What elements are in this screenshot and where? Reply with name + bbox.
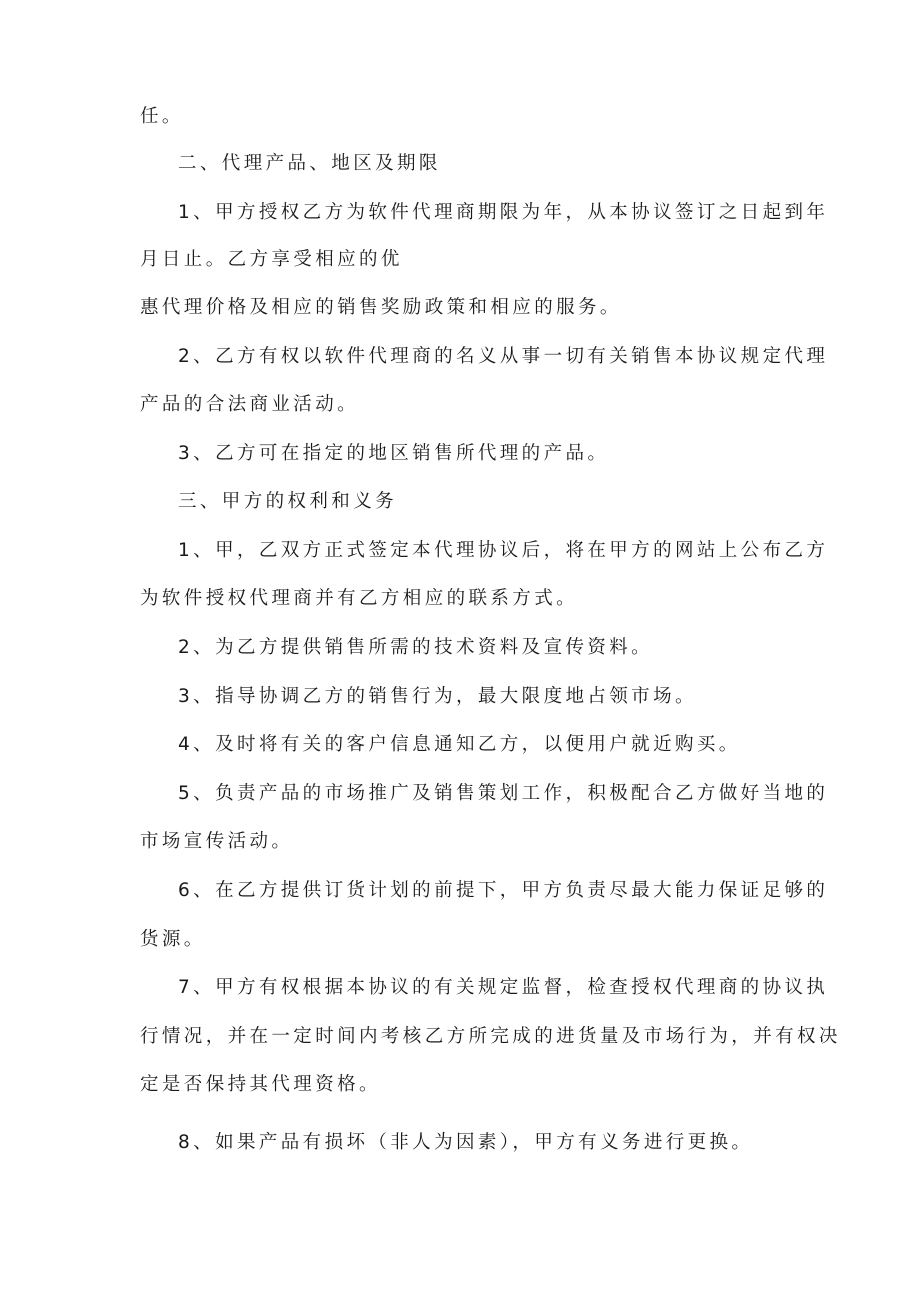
paragraph-line: 2、为乙方提供销售所需的技术资料及宣传资料。 [178, 637, 654, 658]
paragraph-line: 6、在乙方提供订货计划的前提下，甲方负责尽最大能力保证足够的 [178, 880, 829, 901]
paragraph-line: 2、乙方有权以软件代理商的名义从事一切有关销售本协议规定代理 [178, 346, 829, 367]
paragraph-line: 3、指导协调乙方的销售行为，最大限度地占领市场。 [178, 686, 697, 707]
paragraph-line: 8、如果产品有损坏（非人为因素），甲方有义务进行更换。 [178, 1132, 754, 1153]
paragraph-line: 产品的合法商业活动。 [140, 394, 360, 415]
paragraph-line: 行情况，并在一定时间内考核乙方所完成的进货量及市场行为，并有权决 [140, 1026, 841, 1047]
paragraph-line: 市场宣传活动。 [140, 831, 294, 852]
paragraph-line: 1、甲，乙双方正式签定本代理协议后，将在甲方的网站上公布乙方 [178, 540, 829, 561]
paragraph-line: 定是否保持其代理资格。 [140, 1074, 381, 1095]
paragraph-line: 1、甲方授权乙方为软件代理商期限为年，从本协议签订之日起到年 [178, 202, 829, 223]
paragraph-line: 货源。 [140, 929, 206, 950]
paragraph-line: 7、甲方有权根据本协议的有关规定监督，检查授权代理商的协议执 [178, 977, 829, 998]
text-line: 任。 [140, 106, 184, 127]
paragraph-line: 4、及时将有关的客户信息通知乙方，以便用户就近购买。 [178, 734, 741, 755]
paragraph-line: 5、负责产品的市场推广及销售策划工作，积极配合乙方做好当地的 [178, 783, 829, 804]
paragraph-line: 惠代理价格及相应的销售奖励政策和相应的服务。 [140, 297, 622, 318]
paragraph-line: 为软件授权代理商并有乙方相应的联系方式。 [140, 588, 579, 609]
paragraph-line: 月日止。乙方享受相应的优 [140, 249, 403, 270]
paragraph-line: 3、乙方可在指定的地区销售所代理的产品。 [178, 443, 610, 464]
section-heading: 二、代理产品、地区及期限 [178, 153, 441, 174]
section-heading: 三、甲方的权利和义务 [178, 491, 398, 512]
